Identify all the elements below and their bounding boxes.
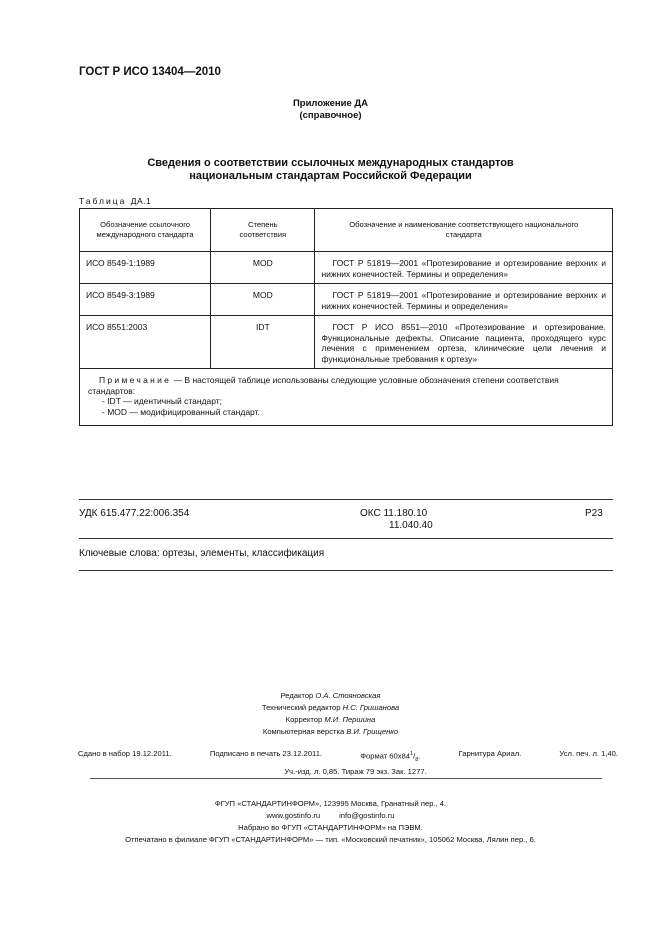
row-code: ИСО 8549-3:1989 bbox=[80, 284, 211, 316]
correspondence-table bbox=[79, 208, 613, 426]
publishing-row2: Уч.-изд. л. 0,85. Тираж 79 экз. Зак. 1277. bbox=[284, 767, 427, 777]
section-title-line1: Сведения о соответствии ссылочных международных стандартов bbox=[147, 157, 514, 169]
publishing-info bbox=[78, 748, 618, 778]
editor-label: Редактор bbox=[280, 691, 314, 700]
document-code: ГОСТ Р ИСО 13404—2010 bbox=[79, 66, 221, 78]
corrector-label: Корректор bbox=[285, 715, 323, 724]
note-item-idt: - IDT — идентичный стандарт; bbox=[102, 396, 223, 406]
row-degree: MOD bbox=[211, 252, 315, 284]
table-label-word: Таблица bbox=[79, 196, 127, 206]
oks-codes bbox=[360, 508, 433, 532]
table-label-number: ДА.1 bbox=[130, 196, 152, 206]
row-degree: IDT bbox=[211, 316, 315, 369]
annex-title: Приложение ДА bbox=[292, 98, 369, 109]
section-title-line2: национальным стандартам Российской Федерации bbox=[189, 170, 472, 182]
footer-email[interactable]: info@gostinfo.ru bbox=[339, 811, 395, 820]
table-header-row bbox=[80, 209, 613, 252]
row-title-text: ГОСТ Р 51819—2001 «Протезирование и ортезирование верхних и нижних конечностей. Термины и определения» bbox=[321, 258, 606, 279]
row-code: ИСО 8549-1:1989 bbox=[80, 252, 211, 284]
header-col2-line1: Степень bbox=[248, 219, 278, 229]
footer-address: ФГУП «СТАНДАРТИНФОРМ», 123995 Москва, Гранатный пер., 4. bbox=[214, 799, 447, 808]
keywords: Ключевые слова: ортезы, элементы, классификация bbox=[79, 548, 325, 559]
publishing-divider bbox=[90, 778, 602, 779]
divider-middle bbox=[79, 538, 613, 539]
table-row bbox=[80, 316, 613, 369]
divider-bottom bbox=[79, 570, 613, 571]
note-label: Примечание bbox=[99, 375, 172, 385]
header-cell-reference bbox=[80, 209, 211, 252]
tech-editor-line bbox=[0, 702, 661, 714]
header-col1-line2: международного стандарта bbox=[96, 230, 194, 239]
note-item-mod: - MOD — модифицированный стандарт. bbox=[102, 406, 260, 417]
layout-line bbox=[0, 726, 661, 738]
row-title-text: ГОСТ Р ИСО 8551—2010 «Протезирование и ортезирование. Функциональные дефекты. Описание пациента, проходящего курс лечения с применением ортеза, клинические цели лечения и функциональные требования к ортезу» bbox=[321, 322, 606, 364]
oks-line1: ОКС 11.180.10 bbox=[360, 508, 428, 519]
header-cell-national bbox=[315, 209, 613, 252]
header-col3-line1: Обозначение и наименование соответствующего национального bbox=[349, 219, 579, 229]
publisher-footer bbox=[0, 798, 661, 846]
print-sheets: Усл. печ. л. 1,40. bbox=[559, 749, 618, 758]
table-note bbox=[80, 369, 613, 426]
table-note-row bbox=[80, 369, 613, 426]
typeface: Гарнитура Ариал. bbox=[458, 749, 522, 758]
editor-name: О.А. Стояновская bbox=[315, 691, 381, 700]
footer-contacts bbox=[0, 810, 661, 822]
header-cell-degree bbox=[211, 209, 315, 252]
udk-code: УДК 615.477.22:006.354 bbox=[79, 508, 190, 519]
layout-name: В.И. Грищенко bbox=[346, 727, 399, 736]
header-col2-line2: соответствия bbox=[239, 230, 287, 239]
corrector-line bbox=[0, 714, 661, 726]
corrector-name: М.И. Першина bbox=[324, 715, 376, 724]
note-paragraph bbox=[88, 375, 606, 396]
format-numerator: 1 bbox=[410, 751, 414, 757]
footer-printed: Отпечатано в филиале ФГУП «СТАНДАРТИНФОРМ» — тип. «Московский печатник», 105062 Москва, Лялин пер., 6. bbox=[125, 835, 536, 844]
row-title-text: ГОСТ Р 51819—2001 «Протезирование и ортезирование верхних и нижних конечностей. Термины и определения» bbox=[321, 290, 606, 311]
publishing-row1 bbox=[78, 748, 618, 766]
tech-editor-name: Н.С. Гришанова bbox=[342, 703, 400, 712]
row-degree: MOD bbox=[211, 284, 315, 316]
header-col1-line1: Обозначение ссылочного bbox=[100, 219, 191, 229]
staff-credits bbox=[0, 690, 661, 738]
divider-top bbox=[79, 499, 613, 500]
tech-editor-label: Технический редактор bbox=[261, 703, 341, 712]
row-title bbox=[315, 316, 613, 369]
footer-website[interactable]: www.gostinfo.ru bbox=[266, 811, 321, 820]
submitted-date: Сдано в набор 19.12.2011. bbox=[78, 749, 172, 758]
price-group: Р23 bbox=[585, 508, 603, 519]
annex-subtitle: (справочное) bbox=[299, 110, 362, 121]
paper-format: Формат $60x84^1/_8$. bbox=[360, 751, 421, 764]
oks-line2: 11.040.40 bbox=[389, 520, 433, 531]
table-row bbox=[80, 252, 613, 284]
signed-date: Подписано в печать 23.12.2011. bbox=[209, 749, 323, 758]
section-title bbox=[0, 157, 661, 183]
layout-label: Компьютерная верстка bbox=[262, 727, 345, 736]
row-title bbox=[315, 252, 613, 284]
row-code: ИСО 8551:2003 bbox=[80, 316, 211, 369]
editor-line bbox=[0, 690, 661, 702]
annex-heading bbox=[0, 98, 661, 122]
header-col3-line2: стандарта bbox=[445, 230, 482, 239]
table-row bbox=[80, 284, 613, 316]
format-prefix: Формат 60x84 bbox=[360, 751, 410, 761]
format-denominator: 8 bbox=[415, 757, 419, 764]
footer-typeset: Набрано во ФГУП «СТАНДАРТИНФОРМ» на ПЭВМ. bbox=[238, 823, 423, 832]
row-title bbox=[315, 284, 613, 316]
note-text: — В настоящей таблице использованы следующие условные обозначения степени соответствия стандартов: bbox=[88, 375, 559, 396]
table-label bbox=[79, 196, 151, 206]
